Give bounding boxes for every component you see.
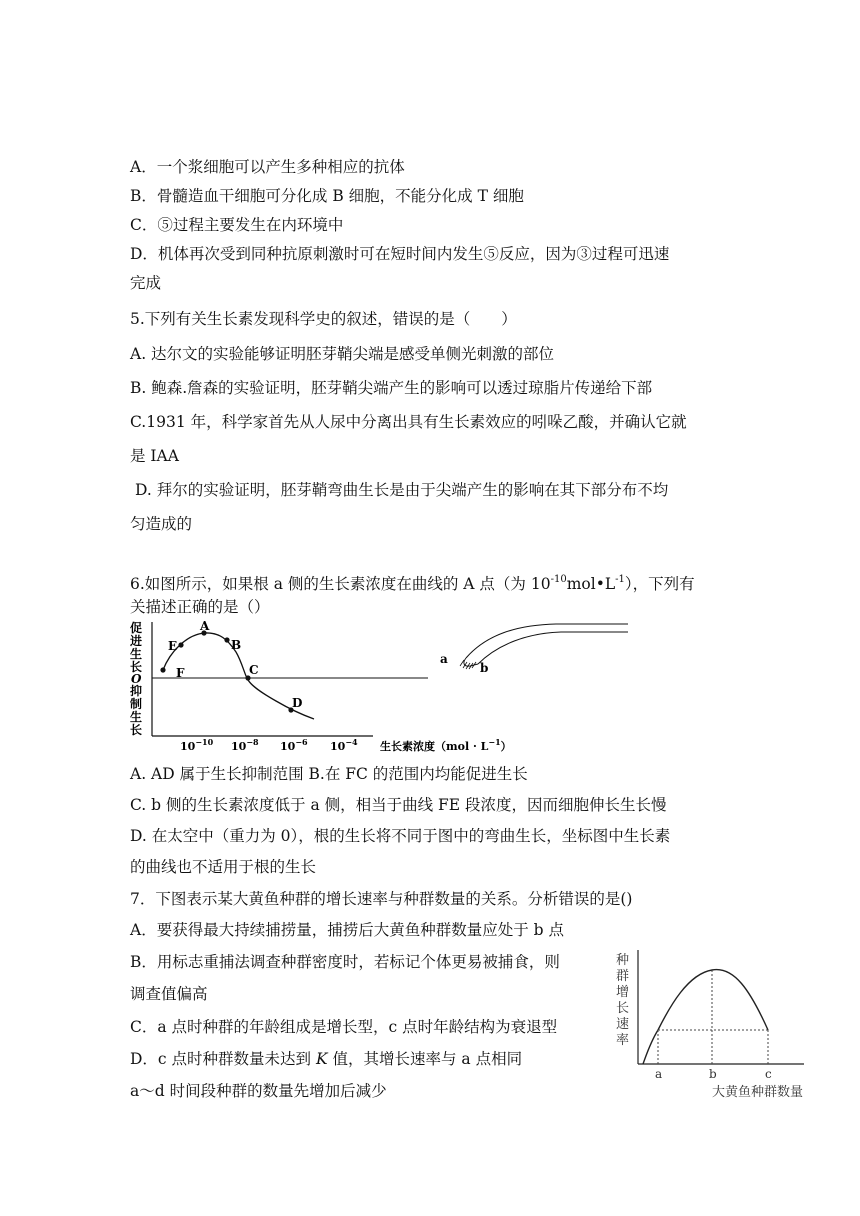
label-e: E [168, 639, 178, 653]
q5-option-a: A. 达尔文的实验能够证明胚芽鞘尖端是感受单侧光刺激的部位 [130, 345, 555, 363]
root-cap-hatch [460, 660, 476, 669]
q5-option-d: D. 拜尔的实验证明，胚芽鞘弯曲生长是由于尖端产生的影响在其下部分布不均 [135, 481, 669, 499]
label-a: A [200, 619, 210, 633]
ylabel-1: 种 [616, 953, 630, 968]
y-label-promote-2: 进 [130, 634, 143, 648]
origin-label: O [131, 672, 142, 686]
q6-stem-cont: 关描述正确的是（） [130, 598, 270, 616]
root-lower-edge [478, 632, 628, 664]
q5-stem: 5.下列有关生长素发现科学史的叙述，错误的是（ ） [130, 310, 517, 328]
q5-option-b: B. 鲍森.詹森的实验证明，胚芽鞘尖端产生的影响可以透过琼脂片传递给下部 [130, 379, 653, 397]
tick-1e-6: $10^{-6}$ [280, 737, 308, 753]
q7-option-a: A．要获得最大持续捕捞量，捕捞后大黄鱼种群数量应处于 b 点 [130, 921, 564, 939]
y-label-inhibit-2: 制 [130, 697, 143, 711]
label-d: D [292, 696, 303, 710]
q6-stem: 6.如图所示，如果根 a 侧的生长素浓度在曲线的 A 点（为 $10^{-10}mol•L^{-1}$），下列有 [130, 574, 695, 593]
tick-b: b [709, 1067, 717, 1081]
ylabel-5: 速 [616, 1017, 630, 1032]
q5-option-c-cont: 是 IAA [130, 447, 179, 465]
y-label-promote-4: 长 [130, 660, 143, 674]
q4-option-b: B．骨髓造血干细胞可分化成 B 细胞，不能分化成 T 细胞 [130, 187, 524, 205]
q4-option-d: D．机体再次受到同种抗原刺激时可在短时间内发生⑤反应，因为③过程可迅速 [130, 245, 670, 263]
x-axis-label: 生长素浓度$(mol \cdot L^{-1})$ [380, 737, 512, 753]
growth-rate-figure [608, 944, 816, 1102]
tick-1e-4: $10^{-4}$ [330, 737, 358, 753]
point-b [224, 637, 229, 642]
label-c: C [249, 663, 259, 677]
y-label-promote-3: 生 [130, 647, 143, 661]
root-side-a-label: a [440, 652, 448, 666]
q7-extra-line: a～d 时间段种群的数量先增加后减少 [130, 1082, 387, 1100]
tick-c: c [765, 1067, 772, 1081]
tick-1e-8: $10^{-8}$ [231, 737, 259, 753]
q6-options-ab: A. AD 属于生长抑制范围 B.在 FC 的范围内均能促进生长 [130, 765, 528, 783]
x-axis-label: 大黄鱼种群数量 [712, 1085, 804, 1100]
ylabel-3: 增 [616, 985, 630, 1000]
q7-stem: 7．下图表示某大黄鱼种群的增长速率与种群数量的关系。分析错误的是() [130, 890, 633, 908]
ylabel-2: 群 [616, 969, 630, 984]
ylabel-4: 长 [616, 1001, 630, 1016]
q7-option-b-cont: 调查值偏高 [130, 985, 208, 1003]
growth-rate-curve [643, 970, 768, 1064]
y-label-inhibit-3: 生 [130, 710, 143, 724]
point-e [178, 642, 183, 647]
root-side-b-label: b [480, 661, 489, 675]
label-f: F [176, 666, 185, 680]
q4-option-a: A．一个浆细胞可以产生多种相应的抗体 [130, 158, 405, 176]
q6-option-c: C. b 侧的生长素浓度低于 a 侧，相当于曲线 FE 段浓度，因而细胞伸长生长慢 [130, 796, 667, 814]
bending-root-figure [436, 620, 632, 684]
q7-option-c: C．a 点时种群的年龄组成是增长型，c 点时年龄结构为衰退型 [130, 1018, 558, 1036]
q6-option-d: D. 在太空中（重力为 0），根的生长将不同于图中的弯曲生长，坐标图中生长素 [130, 827, 671, 845]
q5-option-d-cont: 匀造成的 [130, 515, 193, 533]
tick-1e-10: $10^{-10}$ [180, 737, 214, 753]
root-upper-edge [466, 624, 628, 658]
q5-option-c: C.1931 年，科学家首先从人尿中分离出具有生长素效应的吲哚乙酸，并确认它就 [130, 413, 687, 431]
ylabel-6: 率 [616, 1033, 630, 1048]
auxin-curve-figure [128, 618, 512, 756]
point-f [160, 667, 165, 672]
y-label-inhibit-4: 长 [130, 723, 143, 737]
q6-option-d-cont: 的曲线也不适用于根的生长 [130, 858, 317, 876]
y-label-promote-1: 促 [130, 621, 143, 635]
q7-option-d: D．c 点时种群数量未达到 K 值，其增长速率与 a 点相同 [130, 1050, 523, 1068]
q7-option-b: B．用标志重捕法调查种群密度时，若标记个体更易被捕食，则 [130, 953, 560, 971]
label-b: B [231, 638, 242, 652]
q4-option-d-cont: 完成 [130, 274, 162, 292]
y-label-inhibit-1: 抑 [130, 684, 143, 698]
q4-option-c: C．⑤过程主要发生在内环境中 [130, 216, 344, 234]
tick-a: a [655, 1067, 663, 1081]
